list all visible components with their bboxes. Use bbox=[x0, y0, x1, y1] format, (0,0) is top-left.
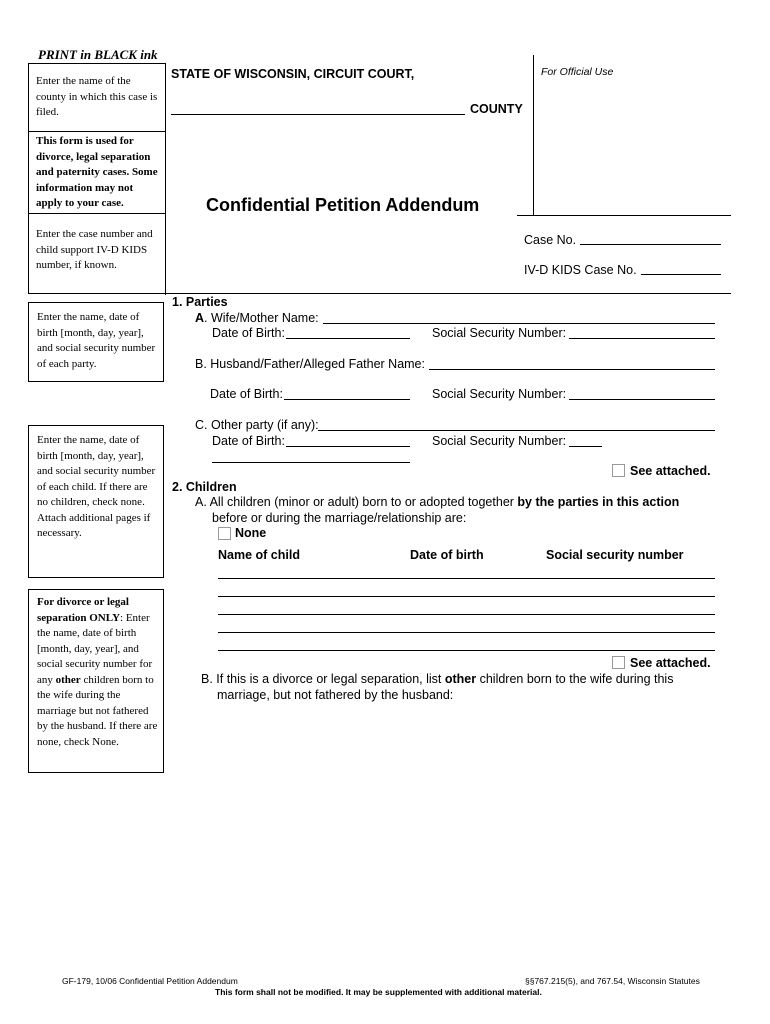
see-attached-checkbox-2[interactable] bbox=[612, 656, 625, 669]
other-party-dob-field[interactable] bbox=[286, 446, 410, 447]
children-heading: 2. Children bbox=[172, 480, 237, 494]
husband-dob-field[interactable] bbox=[284, 399, 410, 400]
husband-name-label: B. Husband/Father/Alleged Father Name: bbox=[195, 357, 425, 371]
parties-heading: 1. Parties bbox=[172, 295, 228, 309]
child-row-5[interactable] bbox=[218, 650, 715, 651]
col-name-of-child: Name of child bbox=[218, 548, 300, 562]
wife-dob-label: Date of Birth: bbox=[212, 326, 285, 340]
children-none-checkbox[interactable] bbox=[218, 527, 231, 540]
wife-ssn-label: Social Security Number: bbox=[432, 326, 567, 340]
see-attached-label-1: See attached. bbox=[630, 464, 711, 478]
col-social-security: Social security number bbox=[546, 548, 684, 562]
child-row-1[interactable] bbox=[218, 578, 715, 579]
husband-dob-label: Date of Birth: bbox=[210, 387, 283, 401]
ivd-label: IV-D KIDS Case No. bbox=[524, 263, 637, 277]
husband-name-field[interactable] bbox=[429, 369, 715, 370]
children-b-text-2: marriage, but not fathered by the husband: bbox=[217, 688, 454, 702]
child-row-3[interactable] bbox=[218, 614, 715, 615]
see-attached-label-2: See attached. bbox=[630, 656, 711, 670]
case-no-field[interactable] bbox=[580, 244, 721, 245]
children-none-label: None bbox=[235, 526, 267, 540]
case-hint: Enter the case number and child support IV-D KIDS number, if known. bbox=[36, 228, 153, 271]
wife-ssn-field[interactable] bbox=[569, 338, 715, 339]
children-hint: Enter the name, date of birth [month, day, year], and social security number of each child. If there are no children, check none. Attach additional pages if necessary. bbox=[37, 434, 156, 539]
other-party-ssn-field[interactable] bbox=[569, 446, 602, 447]
wife-dob-field[interactable] bbox=[286, 338, 410, 339]
parties-hint: Enter the name, date of birth [month, day, year], and social security number of each party. bbox=[37, 311, 156, 370]
husband-ssn-label: Social Security Number: bbox=[432, 387, 567, 401]
husband-ssn-field[interactable] bbox=[569, 399, 715, 400]
children-b-text: B. If this is a divorce or legal separation, list other children born to the wife during this bbox=[201, 672, 674, 686]
other-party-ssn-label: Social Security Number: bbox=[432, 434, 567, 448]
county-name-field[interactable] bbox=[171, 114, 465, 115]
children-a-text-2: before or during the marriage/relationship are: bbox=[212, 511, 467, 525]
print-note: PRINT in BLACK ink bbox=[38, 47, 158, 62]
footer-notice: This form shall not be modified. It may be supplemented with additional material. bbox=[215, 987, 542, 997]
other-party-dob-label: Date of Birth: bbox=[212, 434, 285, 448]
child-row-4[interactable] bbox=[218, 632, 715, 633]
court-title: STATE OF WISCONSIN, CIRCUIT COURT, bbox=[171, 67, 415, 81]
county-label: COUNTY bbox=[470, 102, 523, 116]
see-attached-checkbox-1[interactable] bbox=[612, 464, 625, 477]
other-party-name-field[interactable] bbox=[318, 430, 715, 431]
children-a-text: A. All children (minor or adult) born to or adopted together by the parties in this action bbox=[195, 495, 680, 509]
other-party-extra-field[interactable] bbox=[212, 462, 410, 463]
case-no-label: Case No. bbox=[524, 233, 577, 247]
form-use-note: This form is used for divorce, legal separation and paternity cases. Some information may not apply to your case. bbox=[36, 135, 158, 209]
wife-name-label: A. Wife/Mother Name: bbox=[195, 311, 319, 325]
footer-statutes: §§767.215(5), and 767.54, Wisconsin Statutes bbox=[525, 976, 700, 986]
footer-form-id: GF-179, 10/06 Confidential Petition Addendum bbox=[62, 976, 238, 986]
other-party-label: C. Other party (if any): bbox=[195, 418, 319, 432]
county-hint: Enter the name of the county in which this case is filed. bbox=[36, 75, 158, 118]
other-children-hint: For divorce or legal separation ONLY: Enter the name, date of birth [month, day, year], and social security number for any other children born to the wife during the marriage but not fathered by the husband. If there are none, check None. bbox=[37, 596, 158, 748]
form-title: Confidential Petition Addendum bbox=[206, 195, 480, 215]
ivd-field[interactable] bbox=[641, 274, 721, 275]
official-use-label: For Official Use bbox=[541, 66, 614, 78]
col-date-of-birth: Date of birth bbox=[410, 548, 484, 562]
child-row-2[interactable] bbox=[218, 596, 715, 597]
wife-name-field[interactable] bbox=[323, 323, 715, 324]
